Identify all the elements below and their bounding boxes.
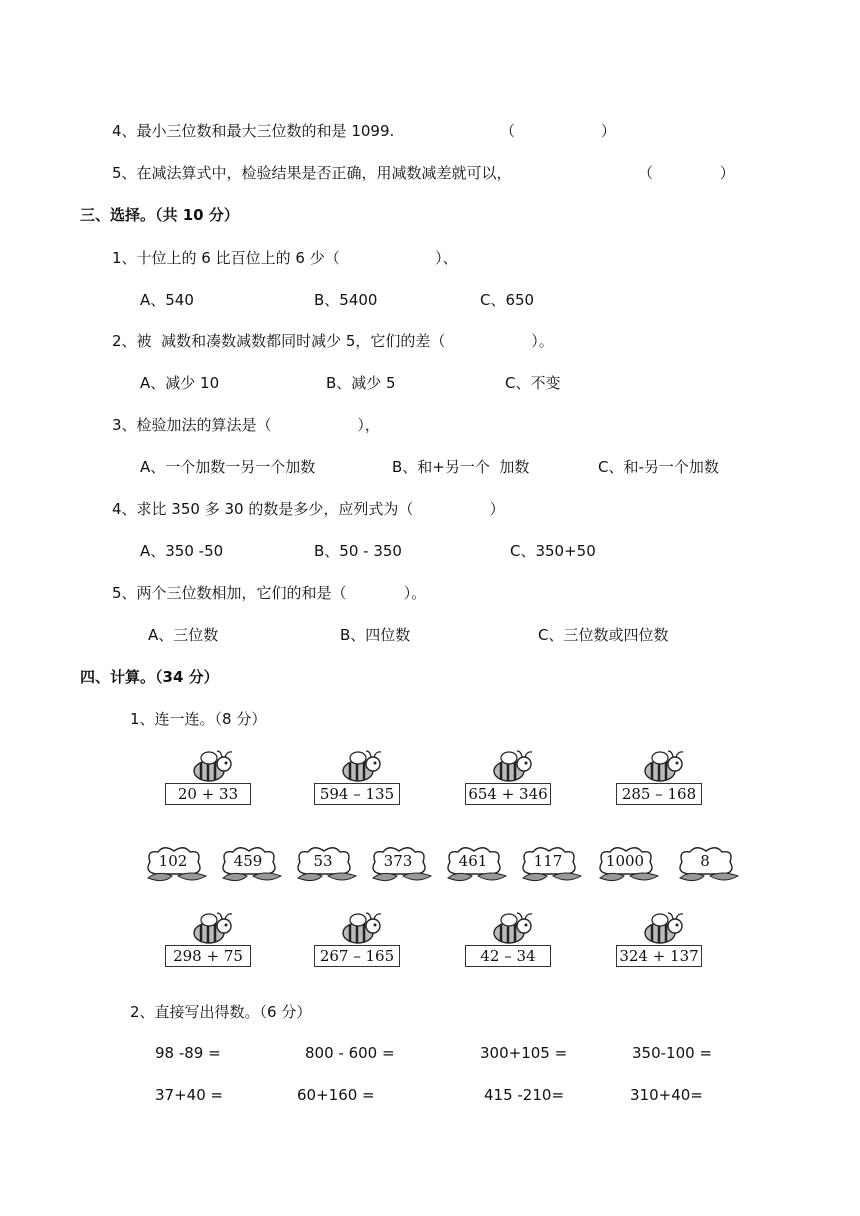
judge-q4-answer-blank[interactable]: （ ）: [500, 122, 616, 140]
bee-card-bottom-1[interactable]: [165, 912, 257, 972]
flower-number: 53: [313, 852, 333, 870]
choice-q4-stem: 4、求比 350 多 30 的数是多少，应列式为（ ）: [112, 500, 505, 518]
choice-q2-option-a[interactable]: A、减少 10: [140, 374, 220, 392]
calc-r1-c1[interactable]: 98 -89 =: [155, 1044, 221, 1062]
bee-icon: [638, 912, 688, 948]
flower-4[interactable]: [369, 846, 435, 884]
flower-2[interactable]: [219, 846, 285, 884]
flower-3[interactable]: [294, 846, 360, 884]
flower-7[interactable]: [596, 846, 662, 884]
choice-q4-option-b[interactable]: B、50 - 350: [314, 542, 402, 560]
bee-expression: 285 – 168: [616, 783, 702, 805]
choice-q2-option-c[interactable]: C、不变: [505, 374, 561, 392]
bee-expression: 20 + 33: [165, 783, 251, 805]
bee-expression: 42 – 34: [465, 945, 551, 967]
flower-6[interactable]: [519, 846, 585, 884]
bee-icon: [638, 750, 688, 786]
calc-r2-c1[interactable]: 37+40 =: [155, 1086, 224, 1104]
bee-card-top-1[interactable]: [165, 750, 257, 810]
choice-q2-stem: 2、被 减数和凑数减数都同时减少 5，它们的差（ ）。: [112, 332, 554, 350]
bee-card-top-4[interactable]: [616, 750, 708, 810]
calc-r2-c2[interactable]: 60+160 =: [297, 1086, 375, 1104]
bee-expression: 267 – 165: [314, 945, 400, 967]
calc-r1-c2[interactable]: 800 - 600 =: [305, 1044, 395, 1062]
bee-icon: [187, 912, 237, 948]
flower-number: 117: [533, 852, 563, 870]
flower-number: 373: [383, 852, 413, 870]
part1-title: 1、连一连。（8 分）: [130, 710, 267, 728]
bee-icon: [336, 750, 386, 786]
choice-q5-option-c[interactable]: C、三位数或四位数: [538, 626, 669, 644]
choice-q3-option-c[interactable]: C、和-另一个加数: [598, 458, 719, 476]
bee-icon: [336, 912, 386, 948]
choice-q1-option-c[interactable]: C、650: [480, 291, 535, 309]
bee-card-bottom-4[interactable]: [616, 912, 708, 972]
bee-expression: 298 + 75: [165, 945, 251, 967]
part2-title: 2、直接写出得数。（6 分）: [130, 1003, 312, 1021]
section3-title: 三、选择。（共 10 分）: [80, 206, 239, 224]
choice-q5-option-a[interactable]: A、三位数: [148, 626, 219, 644]
bee-icon: [487, 750, 537, 786]
bee-icon: [187, 750, 237, 786]
choice-q1-stem: 1、十位上的 6 比百位上的 6 少（ ）、: [112, 249, 458, 267]
bee-icon: [487, 912, 537, 948]
judge-q5-answer-blank[interactable]: （ ）: [638, 164, 735, 182]
choice-q5-stem: 5、两个三位数相加，它们的和是（ ）。: [112, 584, 427, 602]
judge-q4-text: 4、最小三位数和最大三位数的和是 1099.: [112, 122, 395, 140]
bee-card-bottom-2[interactable]: [314, 912, 406, 972]
flower-1[interactable]: [144, 846, 210, 884]
choice-q4-option-c[interactable]: C、350+50: [510, 542, 596, 560]
flower-number: 459: [233, 852, 263, 870]
flower-8[interactable]: [676, 846, 742, 884]
bee-card-top-2[interactable]: [314, 750, 406, 810]
choice-q5-option-b[interactable]: B、四位数: [340, 626, 411, 644]
choice-q1-option-b[interactable]: B、5400: [314, 291, 378, 309]
choice-q3-option-b[interactable]: B、和+另一个 加数: [392, 458, 530, 476]
bee-expression: 324 + 137: [616, 945, 702, 967]
flower-number: 461: [458, 852, 488, 870]
bee-expression: 594 – 135: [314, 783, 400, 805]
flower-number: 102: [158, 852, 188, 870]
flower-number: 8: [700, 852, 710, 870]
calc-r2-c3[interactable]: 415 -210=: [484, 1086, 565, 1104]
choice-q4-option-a[interactable]: A、350 -50: [140, 542, 224, 560]
calc-r1-c4[interactable]: 350-100 =: [632, 1044, 713, 1062]
flower-number: 1000: [605, 852, 645, 870]
choice-q1-option-a[interactable]: A、540: [140, 291, 194, 309]
bee-expression: 654 + 346: [465, 783, 551, 805]
section4-title: 四、计算。（34 分）: [80, 668, 219, 686]
flower-5[interactable]: [444, 846, 510, 884]
calc-r1-c3[interactable]: 300+105 =: [480, 1044, 568, 1062]
bee-card-top-3[interactable]: [465, 750, 557, 810]
calc-r2-c4[interactable]: 310+40=: [630, 1086, 703, 1104]
bee-card-bottom-3[interactable]: [465, 912, 557, 972]
choice-q2-option-b[interactable]: B、减少 5: [326, 374, 396, 392]
choice-q3-option-a[interactable]: A、一个加数一另一个加数: [140, 458, 316, 476]
choice-q3-stem: 3、检验加法的算法是（ ），: [112, 416, 380, 434]
judge-q5-text: 5、在减法算式中，检验结果是否正确，用减数减差就可以，: [112, 164, 512, 182]
